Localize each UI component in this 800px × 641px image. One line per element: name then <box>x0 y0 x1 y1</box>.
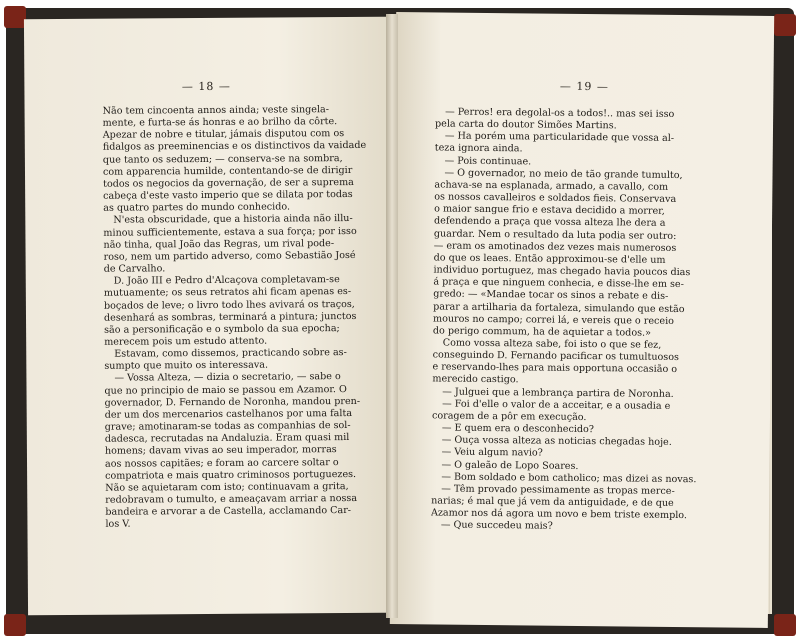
text-line: — Julguei que a lembrança partira de Noronha. <box>442 386 674 400</box>
text-line: mente, e furta-se ás honras e ao brilho da côrte. <box>102 116 338 129</box>
text-line: e reservando-lhes para mais opportuna occasião o <box>432 361 678 376</box>
text-line: boçados de leve; o livro todo lhes avivará os traços, <box>103 298 355 312</box>
text-line: merecem pois um estudo attento. <box>104 335 268 348</box>
text-line: sumpto que muito os interessava. <box>104 359 269 373</box>
text-line: conseguindo D. Fernando pacificar os tumultuosos <box>432 349 680 364</box>
text-line: roso, nem um partido adverso, como Sebastião José <box>103 249 356 263</box>
text-line: aos nossos capitães; e foram ao carcere soltar o <box>104 456 339 470</box>
text-line: Azamor nos dá agora um novo e bem triste exemplo. <box>430 507 688 522</box>
text-line: desenhará as sombras, terminará a pintura; junctos <box>103 310 357 324</box>
cover-corner-bottom-left <box>4 614 26 636</box>
left-page <box>24 17 392 616</box>
text-line: bandeira e arvorar a de Castella, acclamando Car- <box>105 505 352 518</box>
text-line: — Perros! era degolal-os a todos!.. mas sei isso <box>445 106 675 120</box>
book-gutter <box>386 14 398 618</box>
text-line: as quatro partes do mundo conhecido. <box>103 201 291 214</box>
text-line: do que os leaes. Então approximou-se d'elle um <box>433 252 666 266</box>
text-line: que no principio de maio se passou em Azamor. O <box>104 383 347 397</box>
text-line: guardar. Nem o resultado da luta podia ser outro: <box>433 228 677 242</box>
text-line: Não se aquietaram com isto; continuavam a grita, <box>105 480 349 494</box>
text-line: são a personificação e o symbolo da sua epocha; <box>104 322 340 336</box>
left-page-text <box>103 104 376 531</box>
text-line: o maior sangue frio e estava decidido a morrer, <box>434 203 665 218</box>
text-line: — Ouça vossa alteza as noticias chegadas hoje. <box>441 434 672 449</box>
text-line: — O galeão de Lopo Soares. <box>441 459 579 472</box>
text-line: Apezar de nobre e titular, jámais disputou com os <box>102 128 345 142</box>
text-line: merecido castigo. <box>432 373 519 386</box>
text-line: com apparencia humilde, contentando-se de dirigir <box>102 164 353 178</box>
text-line: pela carta do doutor Simões Martins. <box>434 118 617 132</box>
text-line: dadesca, recrutadas na Andaluzia. Eram quasi mil <box>104 432 350 445</box>
text-line: mutuamente; os seus retratos ahi ficam apenas es- <box>103 286 352 300</box>
text-line: redobravam o tumulto, e ameaçavam arriar a nossa <box>105 492 358 506</box>
text-line: mouros no campo; correi lá, e vereis que o receio <box>432 313 675 327</box>
text-line: — Vossa Alteza, — dizia o secretario, — sabe o <box>114 371 341 385</box>
text-line: cabeça d'este vasto imperio que se dilata por todas <box>103 189 353 202</box>
text-line: los V. <box>105 518 131 531</box>
page-number-right: — 19 — <box>559 79 610 94</box>
text-line: os nossos cavalleiros e soldados fieis. Conservava <box>434 191 677 206</box>
text-line: minou sufficientemente, estava a sua força; por isso <box>103 225 357 239</box>
text-line: não tinha, qual João das Regras, um rival pode- <box>103 237 335 251</box>
text-line: — Que succedeu mais? <box>440 519 553 533</box>
text-line: — O governador, no meio de tão grande tumulto, <box>444 167 683 181</box>
text-line: grave; amotinaram-se todas as companhias de sol- <box>104 420 351 433</box>
text-line: achava-se na esplanada, armado, a cavallo, com <box>434 179 669 193</box>
text-line: parar a artilharia da fortaleza, simulando que estão <box>433 300 685 315</box>
text-line: do perigo commum, ha de aquietar a todos.» <box>432 325 652 339</box>
text-line: gredo: — «Mandae tocar os sinos a rebate e dis- <box>433 288 669 303</box>
text-line: Não tem cincoenta annos ainda; veste singela- <box>102 104 330 117</box>
right-page <box>390 12 774 628</box>
text-line: — Ha porém uma particularidade que vossa al- <box>444 130 675 145</box>
text-line: — Veiu algum navio? <box>441 446 543 459</box>
cover-corner-top-left <box>4 6 26 28</box>
text-line: Como vossa alteza sabe, foi isto o que se fez, <box>442 337 662 351</box>
text-line: narias; é mal que já vem da antiguidade, e de que <box>431 495 674 509</box>
text-line: Estavam, como dissemos, practicando sobre as- <box>114 347 347 360</box>
text-line: N'esta obscuridade, que a historia ainda não illu- <box>113 213 353 227</box>
cover-corner-top-right <box>774 14 796 36</box>
text-line: defendendo a praça que vossa alteza lhe dera a <box>433 215 666 230</box>
page-number-left: — 18 — <box>181 79 231 94</box>
text-line: compatriota e mais quatro criminosos portuguezes. <box>105 468 357 482</box>
text-line: todos os negocios da governação, de ser a suprema <box>103 176 354 190</box>
text-line: coragem de a pôr em execução. <box>431 410 587 423</box>
text-line: — E quem era o desconhecido? <box>441 422 595 436</box>
right-page-text <box>431 106 719 534</box>
text-line: der um dos mercenarios castelhanos por uma falta <box>104 407 353 421</box>
text-line: individuo portuguez, mas chegado havia poucos dias <box>433 264 691 279</box>
text-line: fidalgos as preeminencias e os distinctivos da vaidade <box>102 140 367 154</box>
text-line: — Pois continuae. <box>444 155 532 168</box>
text-line: teza ignora ainda. <box>434 142 523 155</box>
text-line: — Bom soldado e bom catholico; mas dizei as novas. <box>441 471 697 485</box>
text-line: que tanto os seduzem; — conserva-se na sombra, <box>102 152 343 166</box>
text-line: — eram os amotinados dez vezes mais numerosos <box>433 240 677 254</box>
text-line: — Foi d'elle o valor de a acceitar, e a ousadia e <box>442 398 671 412</box>
text-line: á praça e que ninguem conhecia, e disse-lhe em se- <box>433 276 684 291</box>
text-line: governador, D. Fernando de Noronha, mandou pren- <box>104 395 361 409</box>
text-line: homens; davam vivas ao seu imperador, morras <box>104 444 337 458</box>
text-line: D. João III e Pedro d'Alcaçova completavam-se <box>113 274 340 287</box>
text-line: de Carvalho. <box>103 263 166 275</box>
text-line: — Têm provado pessimamente as tropas merce- <box>441 483 675 497</box>
cover-corner-bottom-right <box>774 614 796 636</box>
